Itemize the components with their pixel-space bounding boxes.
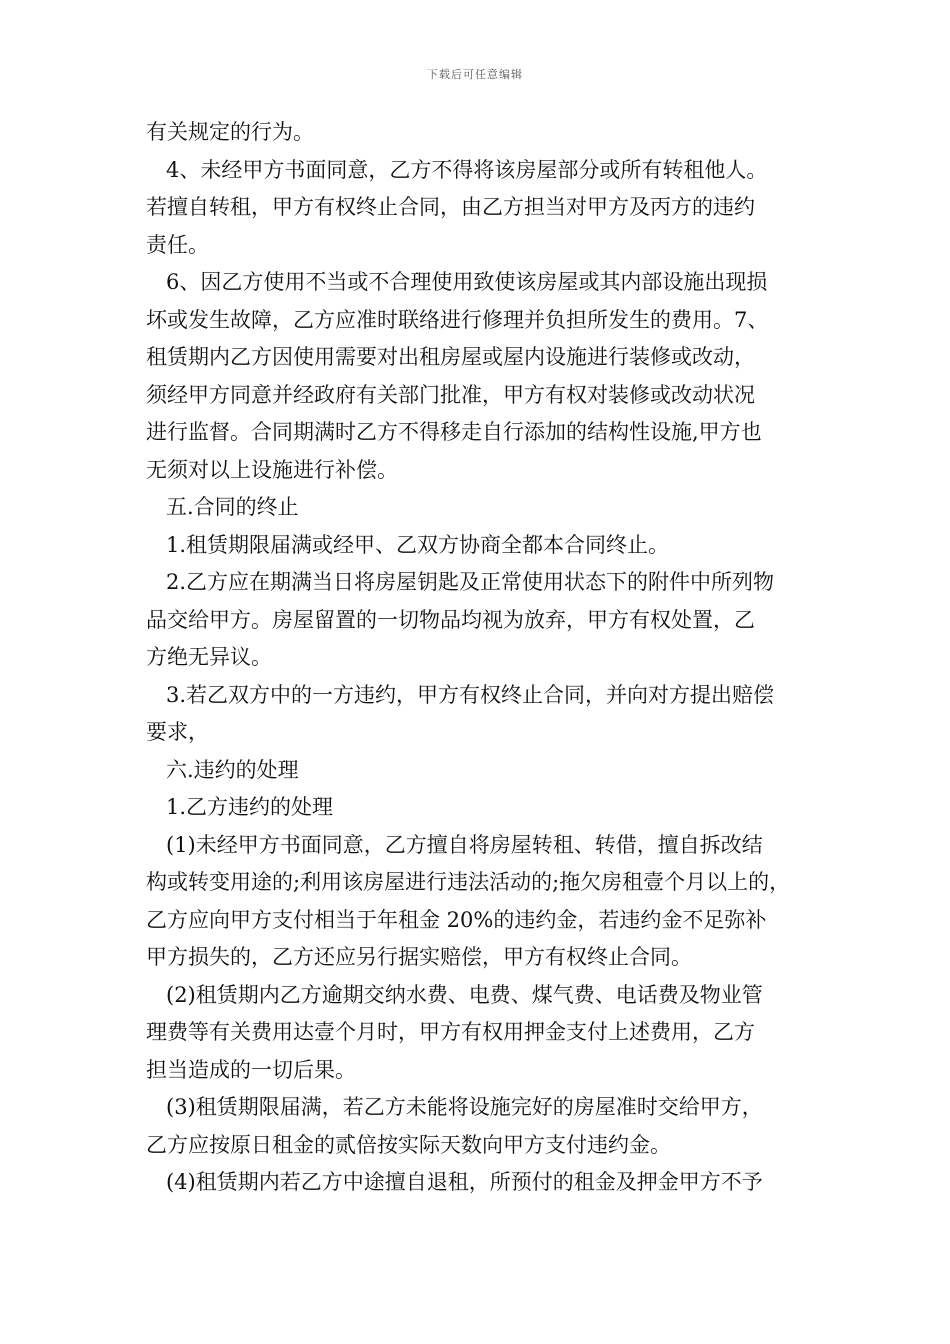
text-line: 理费等有关费用达壹个月时，甲方有权用押金支付上述费用，乙方 xyxy=(146,1020,755,1044)
text-line: 租赁期内乙方因使用需要对出租房屋或屋内设施进行装修或改动， xyxy=(146,345,755,369)
text-line: 有关规定的行为。 xyxy=(146,120,314,144)
text-line: 要求， xyxy=(146,720,209,744)
text-line: 若擅自转租，甲方有权终止合同，由乙方担当对甲方及丙方的违约 xyxy=(146,195,755,219)
text-line: 4、未经甲方书面同意，乙方不得将该房屋部分或所有转租他人。 xyxy=(166,157,768,182)
text-line: 方绝无异议。 xyxy=(146,645,272,669)
text-line: 乙方应按原日租金的贰倍按实际天数向甲方支付违约金。 xyxy=(146,1132,671,1157)
document-body xyxy=(146,114,812,1202)
text-line: 担当造成的一切后果。 xyxy=(146,1057,356,1082)
text-line: (1)未经甲方书面同意，乙方擅自将房屋转租、转借，擅自拆改结 xyxy=(166,832,763,857)
text-line: 坏或发生故障，乙方应准时联络进行修理并负担所发生的费用。7、 xyxy=(146,307,769,332)
text-line: 无须对以上设施进行补偿。 xyxy=(146,457,398,482)
text-line: 构或转变用途的;利用该房屋进行违法活动的;拖欠房租壹个月以上的， xyxy=(146,870,791,894)
text-line: 六.违约的处理 xyxy=(166,757,299,782)
text-line: 3.若乙双方中的一方违约，甲方有权终止合同，并向对方提出赔偿 xyxy=(166,682,775,707)
text-line: 品交给甲方。房屋留置的一切物品均视为放弃，甲方有权处置，乙 xyxy=(146,607,755,632)
text-line: 五.合同的终止 xyxy=(166,495,299,519)
text-line: 甲方损失的，乙方还应另行据实赔偿，甲方有权终止合同。 xyxy=(146,945,692,969)
text-line: (4)租赁期内若乙方中途擅自退租，所预付的租金及押金甲方不予 xyxy=(166,1170,763,1194)
text-line: (3)租赁期限届满，若乙方未能将设施完好的房屋准时交给甲方， xyxy=(166,1095,763,1119)
text-line: 6、因乙方使用不当或不合理使用致使该房屋或其内部设施出现损 xyxy=(166,270,768,294)
text-line: 1.乙方违约的处理 xyxy=(166,795,334,819)
text-line: 责任。 xyxy=(146,232,209,257)
text-line: (2)租赁期内乙方逾期交纳水费、电费、煤气费、电话费及物业管 xyxy=(166,982,763,1007)
text-line: 1.租赁期限届满或经甲、乙双方协商全都本合同终止。 xyxy=(166,532,670,557)
text-line: 2.乙方应在期满当日将房屋钥匙及正常使用状态下的附件中所列物 xyxy=(166,570,775,594)
text-line: 进行监督。合同期满时乙方不得移走自行添加的结构性设施,甲方也 xyxy=(146,420,762,444)
text-line: 须经甲方同意并经政府有关部门批准，甲方有权对装修或改动状况 xyxy=(146,382,755,407)
page-header: 下载后可任意编辑 xyxy=(427,68,523,81)
text-line: 乙方应向甲方支付相当于年租金 20%的违约金，若违约金不足弥补 xyxy=(146,907,767,932)
